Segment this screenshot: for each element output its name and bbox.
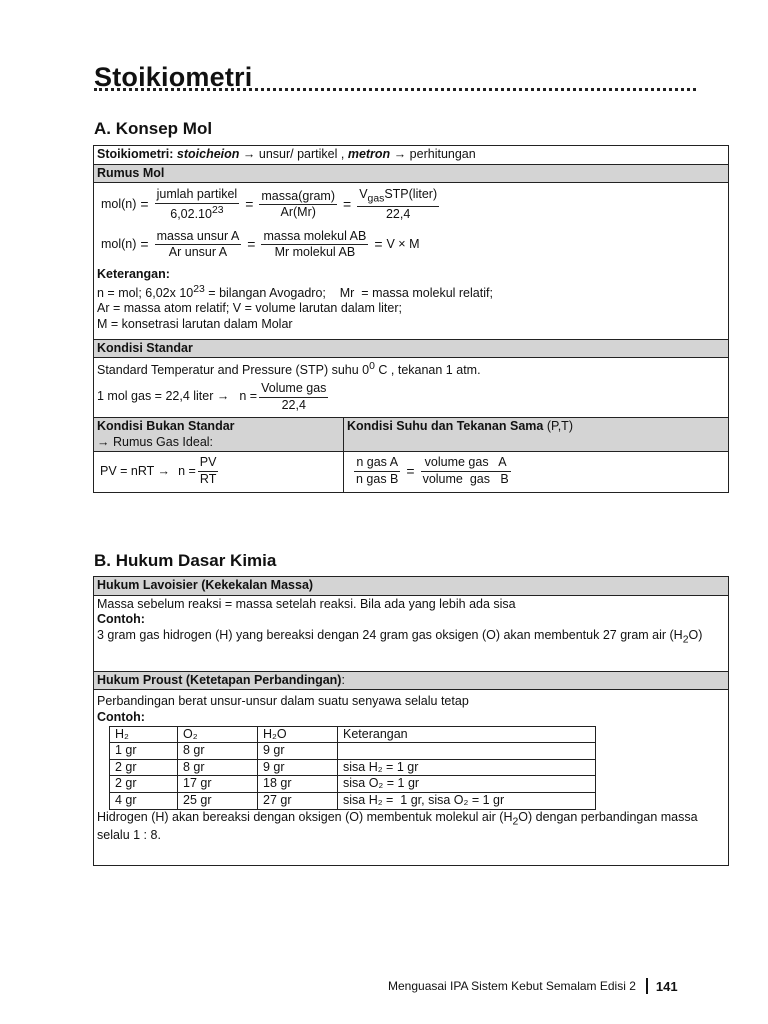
footer-divider (646, 978, 648, 994)
table-row: 4 gr 25 gr 27 gr sisa H₂ = 1 gr, sisa O₂ = 1 gr (110, 793, 596, 810)
title-dotted-rule (94, 88, 696, 91)
table-row: 1 gr 8 gr 9 gr (110, 743, 596, 760)
book-title: Menguasai IPA Sistem Kebut Semalam Edisi 2 (388, 979, 636, 993)
lavoisier-header: Hukum Lavoisier (Kekekalan Massa) (94, 577, 729, 596)
kondisi-standar-body: Standard Temperatur and Pressure (STP) suhu $0^0$ C , tekanan 1 atm. 1 mol gas = 22,4 liter → n = $\frac{\text{Volume gas}}{22,4}$ (94, 358, 729, 418)
stoikiometri-definition: Stoikiometri: stoicheion → unsur/ partikel , metron → perhitungan (94, 146, 729, 165)
hukum-dasar-kimia-table (93, 576, 729, 866)
arrow-icon: → (393, 147, 407, 161)
rumus-mol-body (94, 183, 729, 339)
kondisi-suhu-tekanan-header: Kondisi Suhu dan Tekanan Sama (P,T) (344, 418, 729, 452)
proust-example-table (109, 726, 596, 810)
konsep-mol-table (93, 145, 729, 493)
page-footer (388, 978, 678, 994)
page-number: 141 (655, 978, 678, 994)
keterangan-block: Keterangan: n = mol; 6,02x $10^{23}$ = bilangan Avogadro; Mr = massa molekul relatif; Ar = massa atom relatif; V = volume larutan dalam liter; M = konsetrasi larutan dalam Molar (97, 266, 493, 331)
page-title: Stoikiometri (94, 62, 253, 92)
term-stoicheion: stoicheion (176, 147, 240, 161)
term-metron: metron (347, 147, 391, 161)
same-pt-formula: $\frac{\text{n gas A}}{\text{n gas B}}$ = $\frac{\text{volume gas A}}{\text{volume gas B}}$ (344, 452, 729, 492)
section-a-heading: A. Konsep Mol (94, 119, 213, 138)
gas-ideal-formula: PV = nRT → n = $\frac{PV}{RT}$ (94, 452, 344, 492)
arrow-icon: → (242, 147, 256, 161)
kondisi-standar-header: Kondisi Standar (94, 339, 729, 358)
table-row: 2 gr 8 gr 9 gr sisa H₂ = 1 gr (110, 759, 596, 776)
lavoisier-body: Massa sebelum reaksi = massa setelah reaksi. Bila ada yang lebih ada sisa Contoh: 3 gram gas hidrogen (H) yang bereaksi dengan 24 gram gas oksigen (O) akan membentuk 27 gram air $(H_2O)$ (94, 595, 729, 671)
kondisi-bukan-standar-header: Kondisi Bukan Standar → Rumus Gas Ideal: (94, 418, 344, 452)
proust-header: Hukum Proust (Ketetapan Perbandingan): (94, 671, 729, 690)
table-row: 2 gr 17 gr 18 gr sisa O₂ = 1 gr (110, 776, 596, 793)
section-b-heading: B. Hukum Dasar Kimia (94, 551, 277, 570)
rumus-mol-header: Rumus Mol (94, 164, 729, 183)
mol-formula-2: mol(n) = $\frac{\text{massa unsur A}}{\text{Ar unsur A}}$ = $\frac{\text{massa molekul AB}}{\text{Mr molekul AB}}$ = V × M (101, 228, 420, 260)
proust-body: Perbandingan berat unsur-unsur dalam suatu senyawa selalu tetap Contoh: H₂ O₂ H₂O Keterangan 1 gr 8 gr 9 gr 2 gr 8 gr 9 gr sisa H₂ = 1 gr 2 gr 17 gr 18 gr sisa O₂ = 1 gr 4 gr 25 gr 27 gr sisa H₂ = 1 gr, sisa O₂ = 1 gr Hidrogen (H) akan bereaksi dengan oksigen (O) membentuk molekul air $(H_2O)$ dengan perbandingan massa selalu 1 : 8. (94, 690, 729, 866)
mol-formula-1: mol(n) = $\frac{\text{jumlah partikel}}{6,02.10^{23}}$ = $\frac{\text{massa(gram)}}{Ar(Mr)}$ = $\frac{V_{gas}STP(liter)}{22,4}$ (101, 187, 438, 222)
table-header-row: H₂ O₂ H₂O Keterangan (110, 726, 596, 743)
